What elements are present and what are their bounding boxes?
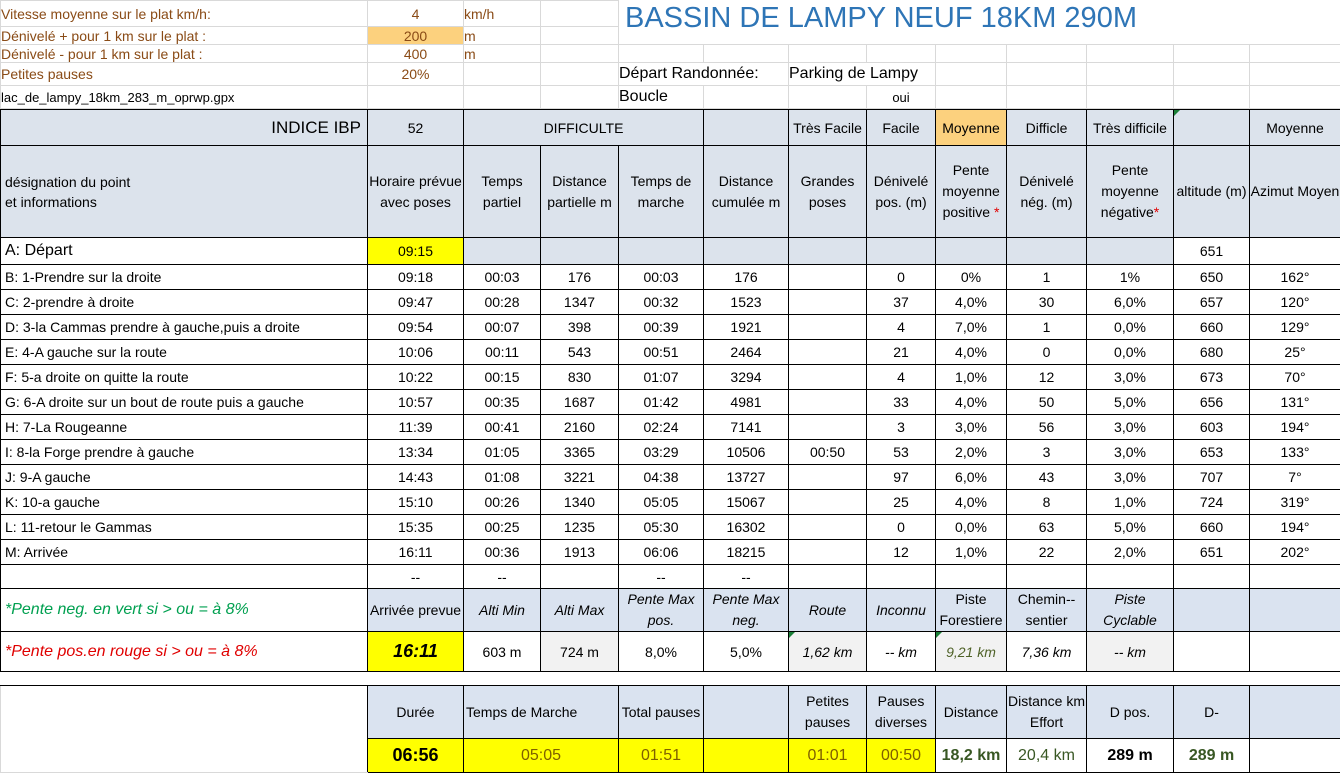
cell-tp: 00:36 [464,540,541,565]
totals-table [0,685,1340,773]
cell-dneg: 30 [1007,290,1087,315]
cell-time: 13:34 [368,440,464,465]
point-name: I: 8-la Forge prendre à gauche [1,440,368,465]
cell-tm: 01:07 [619,365,704,390]
cell-time: 14:43 [368,465,464,490]
cell-pneg: 5,0% [1087,515,1174,540]
note-pente-pos: *Pente pos.en rouge si > ou = à 8% [1,632,368,672]
depart-label: Départ Randonnée: [619,63,789,86]
cell-ppos: 4,0% [936,390,1007,415]
cell-alt: 673 [1174,365,1250,390]
point-name: M: Arrivée [1,540,368,565]
cell-tm: 00:32 [619,290,704,315]
summary-header-alti-min: Alti Min [464,589,541,632]
table-row [1,490,1340,515]
point-name: F: 5-a droite on quitte la route [1,365,368,390]
cell-dpos: 21 [867,340,936,365]
cell-ppos: 1,0% [936,365,1007,390]
cell-az: 194° [1250,415,1340,440]
cell-az: 133° [1250,440,1340,465]
cell-tm: 02:24 [619,415,704,440]
gpx-file: lac_de_lampy_18km_283_m_oprwp.gpx [1,86,368,109]
summary-piste-cyclable: -- km [1087,632,1174,672]
ibp-label: INDICE IBP [1,110,368,146]
cell-tp: 00:11 [464,340,541,365]
cell-pneg: 2,0% [1087,540,1174,565]
cell-dpos: 25 [867,490,936,515]
cell-pneg: 3,0% [1087,365,1174,390]
table-row [1,515,1340,540]
summary-header-chemin-sentier: Chemin--sentier [1007,589,1087,632]
note-pente-neg: *Pente neg. en vert si > ou = à 8% [1,589,368,632]
start-time: 09:15 [368,238,464,265]
cell-dpos: 97 [867,465,936,490]
cell-gp [789,290,867,315]
summary-header-pente-max-pos: Pente Max pos. [619,589,704,632]
totals-header-d-pos: D pos. [1087,686,1174,739]
cell-az: 194° [1250,515,1340,540]
summary-header-alti-max: Alti Max [541,589,619,632]
cell-pneg: 5,0% [1087,390,1174,415]
start-altitude: 651 [1174,238,1250,265]
param-speed-unit: km/h [464,1,541,27]
cell-ppos: 3,0% [936,415,1007,440]
cell-az: 7° [1250,465,1340,490]
totals-duree: 06:56 [368,739,464,773]
totals-petites-pauses: 01:01 [789,739,867,773]
point-name: L: 11-retour le Gammas [1,515,368,540]
cell-alt: 651 [1174,540,1250,565]
cell-dc: 13727 [704,465,789,490]
cell-dpos: 3 [867,415,936,440]
cell-alt: 660 [1174,315,1250,340]
totals-pauses-diverses: 00:50 [867,739,936,773]
cell-tp: 00:03 [464,265,541,290]
cell-pneg: 1% [1087,265,1174,290]
cell-time: 09:47 [368,290,464,315]
header-distance-cumulee: Distance cumulée m [704,146,789,238]
cell-az: 120° [1250,290,1340,315]
cell-ppos: 4,0% [936,340,1007,365]
itinerary-table: INDICE IBP 52 DIFFICULTE Très Facile Facile Moyenne Difficle Très difficile Moyenne désignation du point et informations Horaire prévue avec poses Temps partiel Distance partielle m Temps de marche Distance cumulée m Grandes poses Dénivelé pos. (m) Pente moyenne positive * Dénivelé nég. (m) Pente moyenne négative* altitude (m) Azimut Moyen A: Départ 09:15 651 B: 1-Prendre sur la droite 09:18 00:03 176 00:03 176 0 0% 1 1% 650 162° C: 2-prendre à droite 09:47 00:28 1347 00:32 1523 37 4,0% 30 6,0% 657 120° D: 3-la Cammas prendre à gauche,puis a droite 09:54 00:07 398 00:39 1921 4 7,0% 1 0,0% 660 129° E: 4-A gauche sur la route 10:06 00:11 543 00:51 2464 21 4,0% 0 0,0% 680 25° F: 5-a droite on quitte la route 10:22 00:15 830 01:07 3294 4 1,0% 12 3,0% 673 70° G: 6-A droite sur un bout de route puis a gauche 10:57 00:35 1687 01:42 4981 33 4,0% 50 5,0% 656 131° H: 7-La Rougeanne 11:39 00:41 2160 02:24 7141 3 3,0% 56 3,0% 603 194° I: 8-la Forge prendre à gauche 13:34 01:05 3365 03:29 10506 00:50 53 2,0% 3 3,0% 653 133° J: 9-A gauche 14:43 01:08 3221 04:38 13727 97 6,0% 43 3,0% 707 7° K: 10-a gauche 15:10 00:26 1340 05:05 15067 25 4,0% 8 1,0% 724 319° L: 11-retour le Gammas 15:35 00:25 1235 05:30 16302 0 0,0% 63 5,0% 660 194° M: Arrivée 16:11 00:36 1913 06:06 18215 12 1,0% 22 2,0% 651 202° -- -- -- -- *Pente neg. en vert si > ou = à 8% Arrivée prevue Alti Min Alti Max Pente Max pos. Pente Max neg. Route Inconnu Piste Forestiere Chemin--sentier Piste Cyclable *Pente pos.en rouge si > ou = à 8% 16:11 603 m 724 m 8,0% 5,0% 1,62 km -- km 9,21 km 7,36 km -- km [0,109,1340,672]
dash-cell: -- [619,565,704,589]
summary-pente-max-neg: 5,0% [704,632,789,672]
summary-header-arrivee: Arrivée prevue [368,589,464,632]
cell-time: 10:06 [368,340,464,365]
cell-gp [789,265,867,290]
cell-ppos: 0,0% [936,515,1007,540]
cell-dpos: 53 [867,440,936,465]
table-row [1,440,1340,465]
cell-alt: 656 [1174,390,1250,415]
cell-dc: 16302 [704,515,789,540]
param-dplus-unit: m [464,27,541,45]
summary-header-pente-max-neg: Pente Max neg. [704,589,789,632]
difficulte-label: DIFFICULTE [464,110,704,146]
param-speed-value[interactable]: 4 [368,1,464,27]
cell-dc: 7141 [704,415,789,440]
cell-dneg: 1 [1007,265,1087,290]
header-pente-neg: Pente moyenne négative [1100,162,1159,220]
cell-az: 319° [1250,490,1340,515]
cell-dpos: 4 [867,315,936,340]
cell-dp: 830 [541,365,619,390]
cell-ppos: 1,0% [936,540,1007,565]
cell-time: 15:35 [368,515,464,540]
summary-header-piste-forestiere: Piste Forestiere [936,589,1007,632]
cell-dneg: 50 [1007,390,1087,415]
point-name: D: 3-la Cammas prendre à gauche,puis a droite [1,315,368,340]
cell-dneg: 43 [1007,465,1087,490]
summary-header-inconnu: Inconnu [867,589,936,632]
header-temps-marche: Temps de marche [619,146,704,238]
cell-gp [789,490,867,515]
cell-tm: 00:03 [619,265,704,290]
totals-header-temps-marche: Temps de Marche [464,686,619,739]
dash-cell: -- [368,565,464,589]
cell-pneg: 1,0% [1087,490,1174,515]
point-name: C: 2-prendre à droite [1,290,368,315]
table-row [1,315,1340,340]
summary-alti-max: 724 m [541,632,619,672]
cell-az: 202° [1250,540,1340,565]
cell-tp: 00:15 [464,365,541,390]
cell-alt: 653 [1174,440,1250,465]
totals-header-duree: Durée [368,686,464,739]
cell-dneg: 0 [1007,340,1087,365]
cell-gp [789,515,867,540]
comment-marker-icon [936,632,942,638]
header-temps-partiel: Temps partiel [464,146,541,238]
cell-pneg: 0,0% [1087,340,1174,365]
cell-tp: 00:41 [464,415,541,440]
cell-ppos: 6,0% [936,465,1007,490]
totals-d-neg: 289 m [1174,739,1250,773]
table-row [1,265,1340,290]
summary-chemin-sentier: 7,36 km [1007,632,1087,672]
comment-marker-icon [789,632,795,638]
param-dminus-value[interactable]: 400 [368,45,464,63]
cell-tm: 05:30 [619,515,704,540]
comment-marker-icon [1174,110,1180,116]
cell-dneg: 56 [1007,415,1087,440]
cell-az: 129° [1250,315,1340,340]
param-dplus-label: Dénivelé + pour 1 km sur le plat : [1,27,368,45]
totals-header-d-neg: D- [1174,686,1250,739]
summary-header-route: Route [789,589,867,632]
cell-tm: 00:39 [619,315,704,340]
cell-dpos: 0 [867,265,936,290]
header-pente-pos: Pente moyenne positive [942,162,1000,220]
cell-ppos: 2,0% [936,440,1007,465]
cell-alt: 650 [1174,265,1250,290]
cell-dneg: 8 [1007,490,1087,515]
dash-cell: -- [704,565,789,589]
cell-dc: 1523 [704,290,789,315]
totals-temps-marche: 05:05 [464,739,619,773]
totals-header-empty [704,686,789,739]
cell-dpos: 33 [867,390,936,415]
cell-gp [789,465,867,490]
header-distance-partielle: Distance partielle m [541,146,619,238]
level-facile: Facile [867,110,936,146]
cell-dneg: 12 [1007,365,1087,390]
cell-alt: 724 [1174,490,1250,515]
cell-dpos: 37 [867,290,936,315]
depart-value: Parking de Lampy [789,63,936,86]
summary-header-piste-cyclable: Piste Cyclable [1087,589,1174,632]
cell-tm: 05:05 [619,490,704,515]
level-moyenne: Moyenne [936,110,1007,146]
summary-pente-max-pos: 8,0% [619,632,704,672]
cell-alt: 707 [1174,465,1250,490]
table-row [1,340,1340,365]
cell-tm: 04:38 [619,465,704,490]
cell-dp: 3365 [541,440,619,465]
totals-header-pauses-diverses: Pauses diverses [867,686,936,739]
cell-dc: 176 [704,265,789,290]
cell-gp [789,365,867,390]
cell-dp: 2160 [541,415,619,440]
header-altitude: altitude (m) [1174,146,1250,238]
param-pauses-label: Petites pauses [1,63,368,86]
cell-gp [789,540,867,565]
cell-time: 15:10 [368,490,464,515]
cell-alt: 680 [1174,340,1250,365]
header-designation: désignation du point et informations [5,173,131,210]
summary-inconnu: -- km [867,632,936,672]
cell-gp [789,390,867,415]
start-name: A: Départ [1,238,368,265]
cell-time: 16:11 [368,540,464,565]
cell-tp: 00:28 [464,290,541,315]
cell-pneg: 0,0% [1087,315,1174,340]
cell-alt: 603 [1174,415,1250,440]
cell-dpos: 0 [867,515,936,540]
point-name: G: 6-A droite sur un bout de route puis a gauche [1,390,368,415]
cell-tm: 00:51 [619,340,704,365]
cell-dp: 543 [541,340,619,365]
cell-dc: 15067 [704,490,789,515]
table-row [1,540,1340,565]
totals-header-total-pauses: Total pauses [619,686,704,739]
summary-arrivee: 16:11 [368,632,464,672]
table-row [1,465,1340,490]
summary-alti-min: 603 m [464,632,541,672]
cell-dneg: 1 [1007,315,1087,340]
header-deniv-pos: Dénivelé pos. (m) [867,146,936,238]
cell-pneg: 3,0% [1087,415,1174,440]
cell-gp: 00:50 [789,440,867,465]
dash-cell: -- [464,565,541,589]
table-row [1,365,1340,390]
level-difficile: Difficle [1007,110,1087,146]
cell-ppos: 0% [936,265,1007,290]
cell-time: 10:57 [368,390,464,415]
cell-dpos: 12 [867,540,936,565]
cell-dc: 10506 [704,440,789,465]
ibp-value: 52 [368,110,464,146]
cell-time: 09:54 [368,315,464,340]
cell-time: 11:39 [368,415,464,440]
table-row [1,390,1340,415]
cell-tm: 03:29 [619,440,704,465]
cell-alt: 657 [1174,290,1250,315]
point-name: E: 4-A gauche sur la route [1,340,368,365]
cell-ppos: 4,0% [936,490,1007,515]
cell-tp: 00:35 [464,390,541,415]
cell-dp: 1340 [541,490,619,515]
param-dminus-unit: m [464,45,541,63]
cell-dp: 3221 [541,465,619,490]
cell-tp: 00:25 [464,515,541,540]
cell-time: 10:22 [368,365,464,390]
cell-dneg: 63 [1007,515,1087,540]
cell-ppos: 7,0% [936,315,1007,340]
cell-time: 09:18 [368,265,464,290]
totals-empty [704,739,789,773]
cell-dp: 1347 [541,290,619,315]
point-name: K: 10-a gauche [1,490,368,515]
cell-dp: 1235 [541,515,619,540]
cell-gp [789,315,867,340]
cell-tm: 01:42 [619,390,704,415]
cell-tp: 00:26 [464,490,541,515]
level-tres-difficile: Très difficile [1087,110,1174,146]
totals-header-distance-effort: Distance km Effort [1007,686,1087,739]
header-azimut: Azimut Moyen [1250,146,1340,238]
param-speed-label: Vitesse moyenne sur le plat km/h: [1,1,368,27]
cell-dc: 4981 [704,390,789,415]
cell-tp: 00:07 [464,315,541,340]
cell-dneg: 22 [1007,540,1087,565]
itinerary-rows [1,265,1340,565]
totals-d-pos: 289 m [1087,739,1174,773]
level-tres-facile: Très Facile [789,110,867,146]
cell-ppos: 4,0% [936,290,1007,315]
cell-dpos: 4 [867,365,936,390]
table-row [1,415,1340,440]
cell-dp: 1913 [541,540,619,565]
point-name: B: 1-Prendre sur la droite [1,265,368,290]
cell-az: 70° [1250,365,1340,390]
azimut-level: Moyenne [1250,110,1340,146]
summary-piste-forestiere: 9,21 km [946,643,996,660]
cell-gp [789,415,867,440]
cell-dp: 398 [541,315,619,340]
summary-route: 1,62 km [802,643,853,660]
header-deniv-neg: Dénivelé nég. (m) [1007,146,1087,238]
point-name: H: 7-La Rougeanne [1,415,368,440]
point-name: J: 9-A gauche [1,465,368,490]
cell-az: 131° [1250,390,1340,415]
param-dminus-label: Dénivelé - pour 1 km sur le plat : [1,45,368,63]
totals-header-distance: Distance [936,686,1007,739]
totals-distance-effort: 20,4 km [1007,739,1087,773]
parameters-table [0,0,1340,109]
table-row [1,290,1340,315]
totals-total-pauses: 01:51 [619,739,704,773]
cell-tp: 01:05 [464,440,541,465]
cell-dneg: 3 [1007,440,1087,465]
header-grandes-poses: Grandes poses [789,146,867,238]
cell-pneg: 3,0% [1087,440,1174,465]
page-title: BASSIN DE LAMPY NEUF 18KM 290M [625,1,1137,34]
cell-az: 162° [1250,265,1340,290]
cell-dp: 1687 [541,390,619,415]
header-horaire: Horaire prévue avec poses [368,146,464,238]
totals-header-petites-pauses: Petites pauses [789,686,867,739]
cell-tp: 01:08 [464,465,541,490]
param-dplus-value[interactable]: 200 [368,27,464,45]
cell-tm: 06:06 [619,540,704,565]
cell-dp: 176 [541,265,619,290]
cell-dc: 18215 [704,540,789,565]
cell-dc: 3294 [704,365,789,390]
cell-alt: 660 [1174,515,1250,540]
cell-az: 25° [1250,340,1340,365]
cell-pneg: 6,0% [1087,290,1174,315]
cell-dc: 2464 [704,340,789,365]
param-pauses-value[interactable]: 20% [368,63,464,86]
boucle-label: Boucle [619,86,704,109]
cell-gp [789,340,867,365]
totals-distance: 18,2 km [936,739,1007,773]
cell-pneg: 3,0% [1087,465,1174,490]
cell-dc: 1921 [704,315,789,340]
boucle-value: oui [867,86,936,109]
